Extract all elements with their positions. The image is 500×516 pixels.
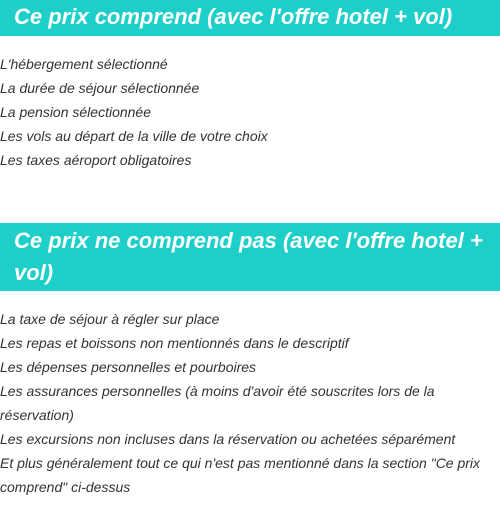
list-item: Les assurances personnelles (à moins d'avoir été souscrites lors de la réservation) — [0, 383, 435, 423]
list-item: Les dépenses personnelles et pourboires — [0, 359, 257, 375]
list-item: Les repas et boissons non mentionnés dans le descriptif — [0, 335, 349, 351]
list-item: Les vols au départ de la ville de votre choix — [0, 128, 268, 144]
list-item: Et plus généralement tout ce qui n'est pas mentionné dans la section "Ce prix comprend" ci-dessus — [0, 455, 481, 495]
list-item: La pension sélectionnée — [0, 104, 152, 120]
included-list — [0, 52, 500, 172]
price-included-section — [0, 0, 500, 172]
list-item: Les taxes aéroport obligatoires — [0, 152, 192, 168]
list-item: L'hébergement sélectionné — [0, 56, 168, 72]
list-item: La taxe de séjour à régler sur place — [0, 311, 220, 327]
list-item: Les excursions non incluses dans la réservation ou achetées séparément — [0, 431, 456, 447]
section-spacer — [0, 172, 500, 223]
excluded-section-title: Ce prix ne comprend pas (avec l'offre hotel + vol) — [0, 223, 500, 291]
included-section-title: Ce prix comprend (avec l'offre hotel + vol) — [0, 0, 500, 36]
list-item: La durée de séjour sélectionnée — [0, 80, 200, 96]
price-excluded-section — [0, 223, 500, 499]
excluded-list — [0, 307, 500, 499]
